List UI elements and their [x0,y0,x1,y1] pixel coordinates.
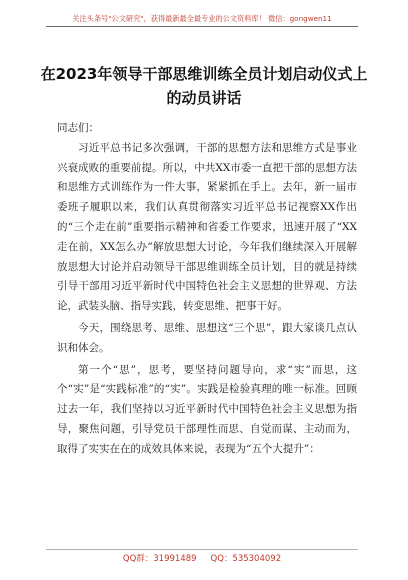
paragraph: 习近平总书记多次强调，干部的思想方法和思维方式是事业兴衰成败的重要前提。所以，中共XX市委一直把干部的思想方法和思维方式训练作为一件大事，紧紧抓在手上。去年，新一届市委班子履职以来，我们认真贯彻落实习近平总书记视察XX作出的“三个走在前”重要指示精神和省委工作要求，迅速开展了“XX走在前，XX怎么办”解放思想大讨论，今年我们继续深入开展解放思想大讨论并启动领导干部思维训练全员计划，目的就是持续引导干部用习近平新时代中国特色社会主义思想的世界观、方法论，武装头脑、指导实践，转变思维、把事干好。 [57,141,357,313]
document-body [57,119,357,462]
paragraph: 今天，围绕思考、思维、思想这“三个思”，跟大家谈几点认识和体会。 [57,321,357,354]
header-banner: 关注头条号"公文研究"，获得最新最全最专业的公文资料库！ 微信：gongwen11 [46,13,358,27]
salutation: 同志们： [57,122,99,134]
footer-qq-group: QQ群：31991489 [122,554,197,564]
footer-contact [46,549,358,564]
document-title: 在2023年领导干部思维训练全员计划启动仪式上的动员讲话 [40,65,368,107]
paragraph: 第一个“思”，思考，要坚持问题导向，求“实”而思，这个“实”是“实践标准”的“实”。实践是检验真理的唯一标准。回顾过去一年，我们坚持以习近平新时代中国特色社会主义思想为指导，聚焦问题，引导党员干部理性而思、自觉而谋、主动而为，取得了实实在在的成效具体来说，表现为“五个大提升”： [57,363,357,455]
footer-qq: QQ：535304092 [210,554,282,564]
